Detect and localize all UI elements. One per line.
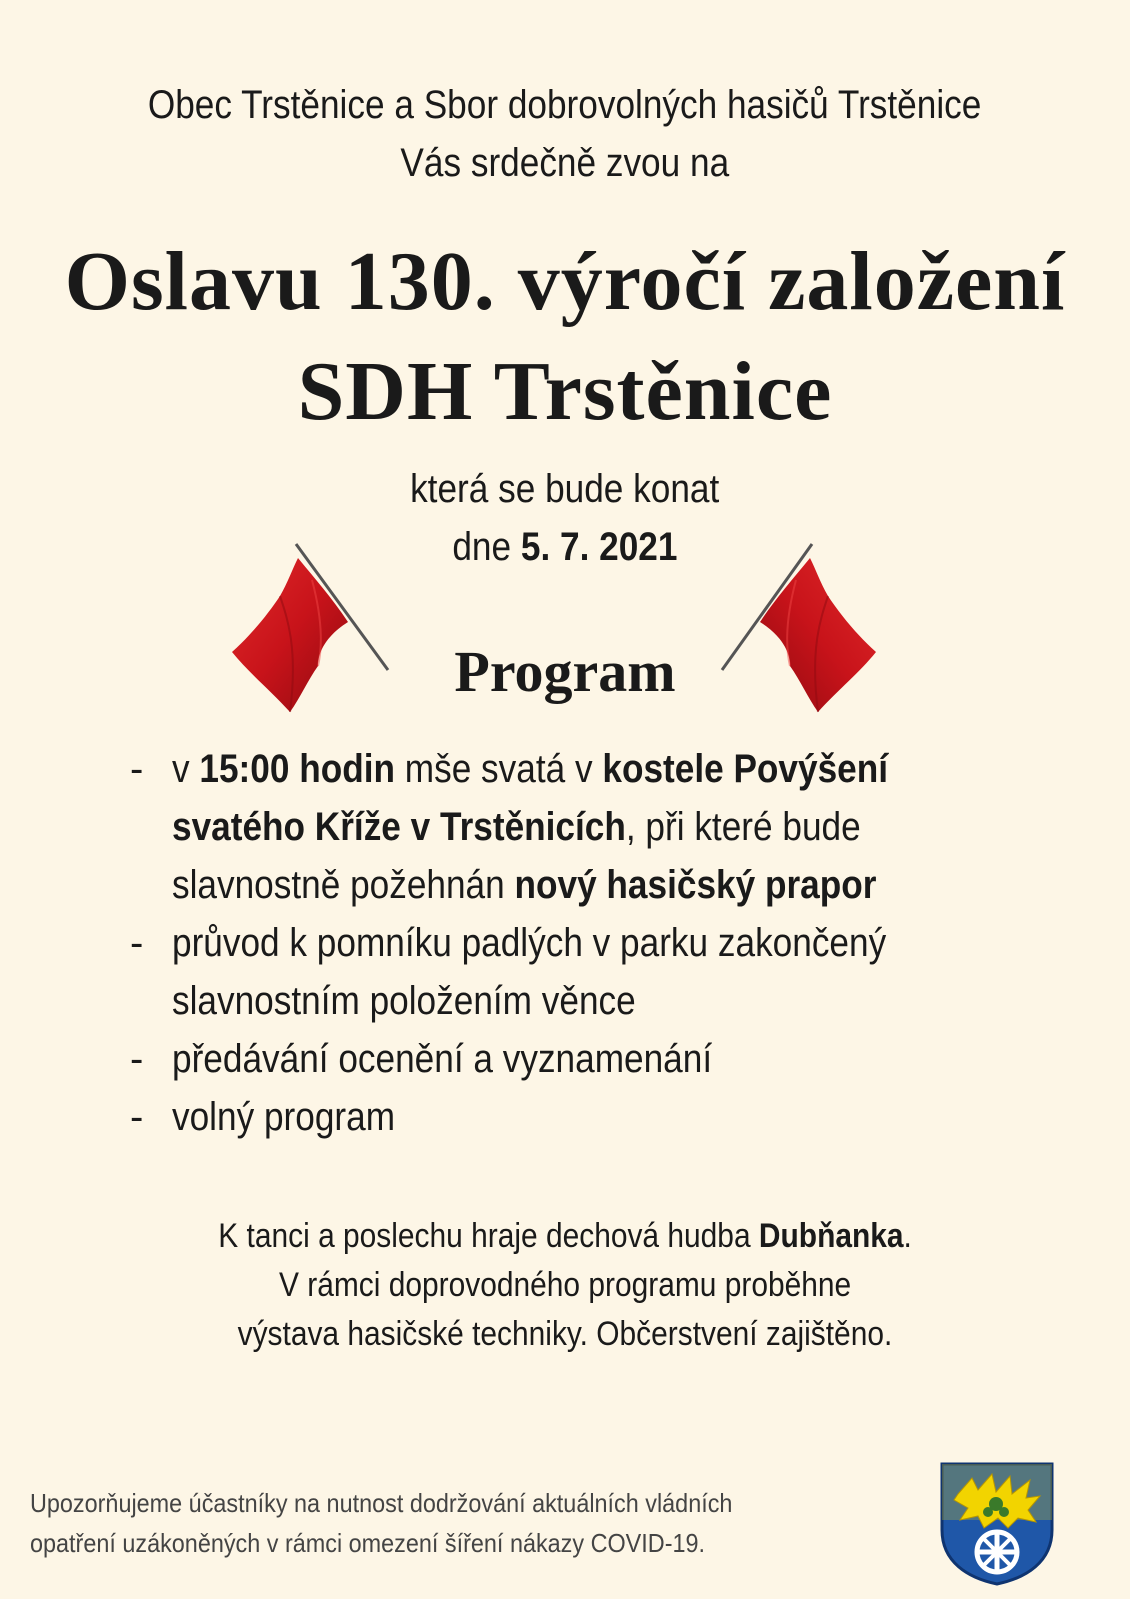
closing-line-3: výstava hasičské techniky. Občerstvení zajištěno. bbox=[237, 1315, 893, 1353]
list-dash: - bbox=[130, 921, 144, 965]
list-dash: - bbox=[130, 747, 144, 791]
closing-line-2: V rámci doprovodného programu proběhne bbox=[278, 1266, 852, 1304]
list-dash: - bbox=[130, 1037, 144, 1081]
program-item-procession: - průvod k pomníku padlých v parku zakončený slavnostním položením věnce bbox=[130, 914, 1030, 1030]
event-date-value: 5. 7. 2021 bbox=[520, 525, 678, 569]
header-line-2: Vás srdečně zvou na bbox=[400, 141, 730, 185]
page-title-line-1: Oslavu 130. výročí založení bbox=[64, 235, 1066, 328]
covid-notice: Upozorňujeme účastníky na nutnost dodržování aktuálních vládních opatření uzákoněných v rámci omezení šíření nákazy COVID-19. bbox=[30, 1488, 733, 1558]
program-item-awards: - předávání ocenění a vyznamenání bbox=[130, 1030, 1030, 1088]
coat-of-arms-icon bbox=[938, 1460, 1056, 1586]
header-line-1: Obec Trstěnice a Sbor dobrovolných hasičů Trstěnice bbox=[148, 83, 982, 127]
closing-line-1: K tanci a poslechu hraje dechová hudba Dubňanka. bbox=[218, 1217, 912, 1255]
program-item-free: - volný program bbox=[130, 1088, 1030, 1146]
program-heading: Program bbox=[454, 639, 676, 704]
program-item-mass: - v 15:00 hodin mše svatá v kostele Povýšení svatého Kříže v Trstěnicích, při které bude slavnostně požehnán nový hasičský prapor bbox=[130, 740, 1030, 914]
event-date-prefix: dne bbox=[452, 525, 512, 569]
page-title-line-2: SDH Trstěnice bbox=[297, 345, 833, 438]
event-date bbox=[0, 518, 1130, 576]
list-dash: - bbox=[130, 1095, 144, 1139]
program-list bbox=[130, 740, 1030, 1146]
event-intro: která se bude konat bbox=[410, 467, 720, 511]
